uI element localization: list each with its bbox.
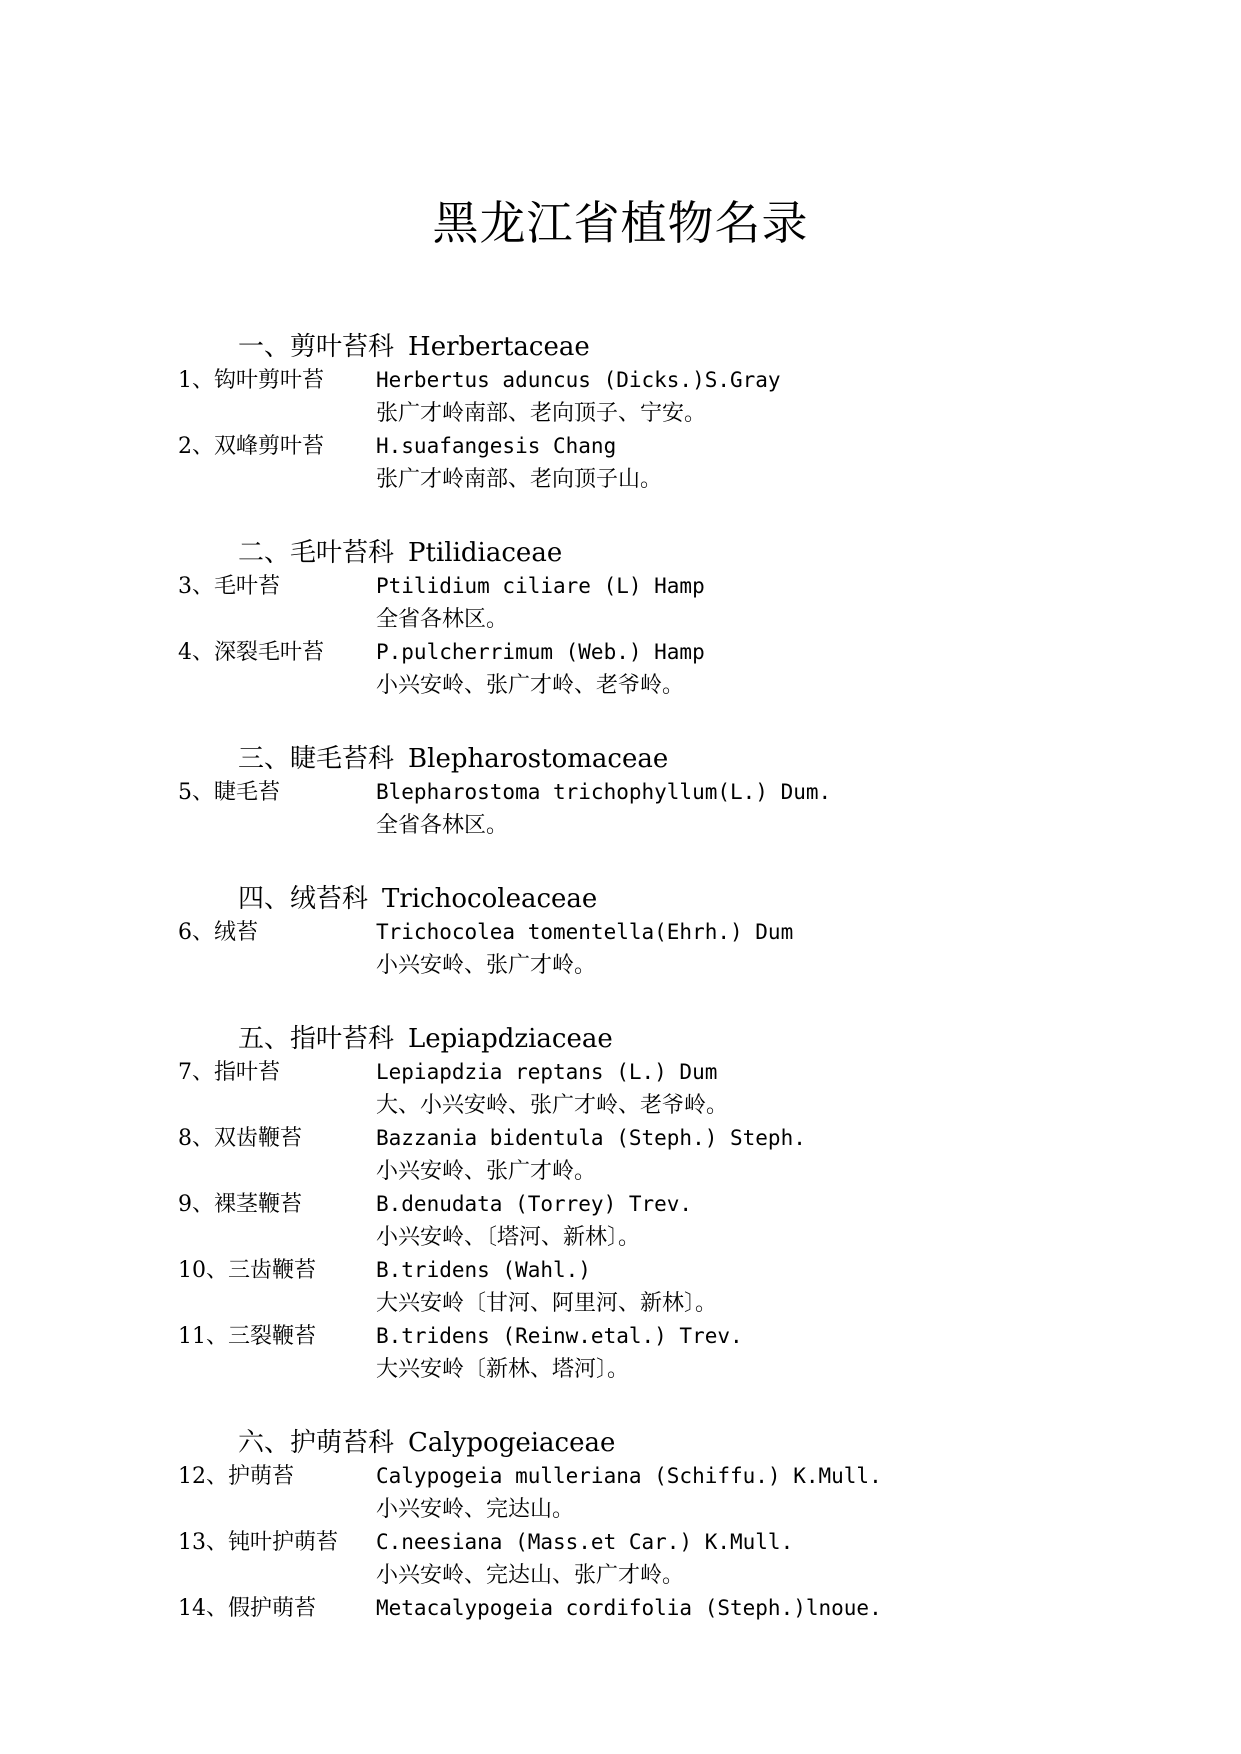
species-distribution: 大、小兴安岭、张广才岭、老爷岭。 <box>376 1093 729 1118</box>
family-name: 六、护萌苔科 <box>238 1428 395 1458</box>
species-number-name: 1、钩叶剪叶苔 <box>178 368 324 393</box>
indent-spacer <box>178 669 376 702</box>
species-distribution: 小兴安岭、完达山、张广才岭。 <box>376 1563 685 1588</box>
indent-spacer <box>178 1221 376 1254</box>
species-number-name: 13、钝叶护萌苔 <box>178 1530 338 1555</box>
family-latin-name: Trichocoleaceae <box>382 884 598 914</box>
indent-spacer <box>178 1089 376 1122</box>
species-entry <box>178 430 1178 496</box>
species-name-line <box>178 776 1178 809</box>
species-distribution: 小兴安岭、张广才岭。 <box>376 953 597 978</box>
species-entry <box>178 1254 1178 1320</box>
family-heading <box>178 882 1178 916</box>
species-number-name: 3、毛叶苔 <box>178 574 280 599</box>
species-name-line <box>178 1122 1178 1155</box>
indent-spacer <box>178 1353 376 1386</box>
species-number-name: 12、护萌苔 <box>178 1464 294 1489</box>
indent-spacer <box>178 809 376 842</box>
species-location-line <box>178 1089 1178 1122</box>
family-latin-name: Calypogeiaceae <box>408 1428 616 1458</box>
family-heading <box>178 330 1178 364</box>
species-distribution: 大兴安岭〔甘河、阿里河、新林〕。 <box>376 1291 718 1316</box>
indent-spacer <box>178 463 376 496</box>
species-list <box>178 330 1178 1625</box>
species-location-line <box>178 1155 1178 1188</box>
species-distribution: 张广才岭南部、老向顶子、宁安。 <box>376 401 707 426</box>
family-latin-name: Lepiapdziaceae <box>408 1024 613 1054</box>
species-number-name: 11、三裂鞭苔 <box>178 1324 316 1349</box>
species-entry <box>178 364 1178 430</box>
species-distribution: 全省各林区。 <box>376 607 509 632</box>
family-name: 四、绒苔科 <box>238 884 369 914</box>
section-gap <box>178 496 1178 536</box>
species-entry <box>178 570 1178 636</box>
species-entry <box>178 1460 1178 1526</box>
family-name: 二、毛叶苔科 <box>238 538 395 568</box>
species-location-line <box>178 1221 1178 1254</box>
indent-spacer <box>178 1155 376 1188</box>
species-entry <box>178 916 1178 982</box>
species-entry <box>178 1122 1178 1188</box>
indent-spacer <box>178 1287 376 1320</box>
species-scientific-name: Blepharostoma trichophyllum(L.) Dum. <box>376 780 832 804</box>
species-entry <box>178 1188 1178 1254</box>
species-number-name: 10、三齿鞭苔 <box>178 1258 316 1283</box>
section-gap <box>178 1386 1178 1426</box>
species-name-line <box>178 364 1178 397</box>
family-latin-name: Herbertaceae <box>408 332 590 362</box>
species-scientific-name: Bazzania bidentula (Steph.) Steph. <box>376 1126 806 1150</box>
species-name-line <box>178 430 1178 463</box>
species-scientific-name: H.suafangesis Chang <box>376 434 617 458</box>
family-latin-name: Ptilidiaceae <box>408 538 563 568</box>
species-location-line <box>178 949 1178 982</box>
species-name-line <box>178 636 1178 669</box>
species-scientific-name: B.denudata (Torrey) Trev. <box>376 1192 693 1216</box>
section-gap <box>178 982 1178 1022</box>
species-entry <box>178 1056 1178 1122</box>
species-scientific-name: Metacalypogeia cordifolia (Steph.)lnoue. <box>376 1596 882 1620</box>
page-title: 黑龙江省植物名录 <box>432 196 809 250</box>
species-scientific-name: Ptilidium ciliare (L) Hamp <box>376 574 705 598</box>
species-location-line <box>178 809 1178 842</box>
species-number-name: 14、假护萌苔 <box>178 1596 316 1621</box>
species-entry <box>178 1320 1178 1386</box>
indent-spacer <box>178 603 376 636</box>
species-distribution: 小兴安岭、张广才岭、老爷岭。 <box>376 673 685 698</box>
family-name: 一、剪叶苔科 <box>238 332 395 362</box>
species-location-line <box>178 1353 1178 1386</box>
family-heading <box>178 1426 1178 1460</box>
species-distribution: 大兴安岭〔新林、塔河〕。 <box>376 1357 630 1382</box>
species-number-name: 8、双齿鞭苔 <box>178 1126 302 1151</box>
species-number-name: 4、深裂毛叶苔 <box>178 640 324 665</box>
species-location-line <box>178 1493 1178 1526</box>
species-distribution: 全省各林区。 <box>376 813 509 838</box>
species-entry <box>178 1592 1178 1625</box>
species-scientific-name: B.tridens (Wahl.) <box>376 1258 591 1282</box>
species-number-name: 5、睫毛苔 <box>178 780 280 805</box>
species-name-line <box>178 1320 1178 1353</box>
species-name-line <box>178 1526 1178 1559</box>
family-heading <box>178 536 1178 570</box>
species-scientific-name: Herbertus aduncus (Dicks.)S.Gray <box>376 368 781 392</box>
species-location-line <box>178 397 1178 430</box>
species-distribution: 小兴安岭、完达山。 <box>376 1497 575 1522</box>
family-heading <box>178 742 1178 776</box>
species-name-line <box>178 1592 1178 1625</box>
species-location-line <box>178 1287 1178 1320</box>
species-entry <box>178 776 1178 842</box>
family-name: 三、睫毛苔科 <box>238 744 395 774</box>
indent-spacer <box>178 1493 376 1526</box>
species-name-line <box>178 1460 1178 1493</box>
species-name-line <box>178 1254 1178 1287</box>
species-distribution: 小兴安岭、〔塔河、新林〕。 <box>376 1225 641 1250</box>
species-scientific-name: Lepiapdzia reptans (L.) Dum <box>376 1060 718 1084</box>
species-scientific-name: B.tridens (Reinw.etal.) Trev. <box>376 1324 743 1348</box>
species-location-line <box>178 669 1178 702</box>
family-name: 五、指叶苔科 <box>238 1024 395 1054</box>
species-number-name: 2、双峰剪叶苔 <box>178 434 324 459</box>
species-entry <box>178 1526 1178 1592</box>
indent-spacer <box>178 397 376 430</box>
indent-spacer <box>178 1559 376 1592</box>
species-name-line <box>178 1188 1178 1221</box>
section-gap <box>178 702 1178 742</box>
species-name-line <box>178 570 1178 603</box>
species-number-name: 7、指叶苔 <box>178 1060 280 1085</box>
indent-spacer <box>178 949 376 982</box>
family-latin-name: Blepharostomaceae <box>408 744 669 774</box>
species-scientific-name: P.pulcherrimum (Web.) Hamp <box>376 640 705 664</box>
species-location-line <box>178 1559 1178 1592</box>
species-location-line <box>178 603 1178 636</box>
species-distribution: 张广才岭南部、老向顶子山。 <box>376 467 663 492</box>
species-scientific-name: Trichocolea tomentella(Ehrh.) Dum <box>376 920 794 944</box>
species-location-line <box>178 463 1178 496</box>
species-number-name: 9、裸茎鞭苔 <box>178 1192 302 1217</box>
species-scientific-name: Calypogeia mulleriana (Schiffu.) K.Mull. <box>376 1464 882 1488</box>
species-number-name: 6、绒苔 <box>178 920 258 945</box>
section-gap <box>178 842 1178 882</box>
species-name-line <box>178 1056 1178 1089</box>
species-scientific-name: C.neesiana (Mass.et Car.) K.Mull. <box>376 1530 794 1554</box>
family-heading <box>178 1022 1178 1056</box>
species-entry <box>178 636 1178 702</box>
species-distribution: 小兴安岭、张广才岭。 <box>376 1159 597 1184</box>
species-name-line <box>178 916 1178 949</box>
